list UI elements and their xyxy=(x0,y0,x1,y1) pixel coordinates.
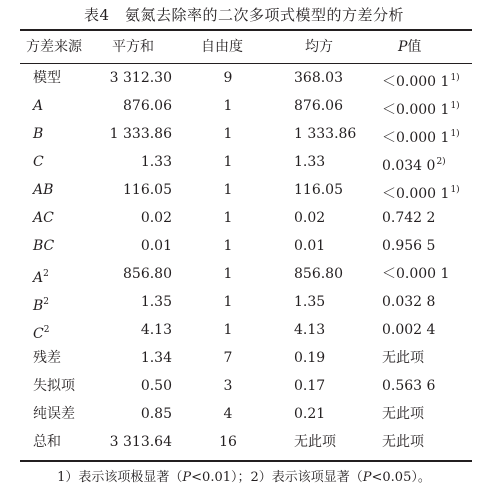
footnote-marker: 1) xyxy=(450,129,460,139)
footnote-part2: <0.01）；2）表示该项显著（ xyxy=(191,470,363,485)
cell-mean-square: 1.35 xyxy=(294,294,326,310)
cell-mean-square: 856.80 xyxy=(294,266,343,282)
table-row xyxy=(0,204,488,232)
footnote-marker: 1) xyxy=(450,185,460,195)
cell-mean-square: 0.01 xyxy=(294,238,326,254)
table-row xyxy=(0,92,488,120)
p-value-text: 0.956 5 xyxy=(382,238,436,254)
source-label: B xyxy=(33,298,44,314)
table-header-row xyxy=(0,32,488,60)
cell-degrees-of-freedom: 1 xyxy=(223,126,233,142)
cell-sum-of-squares: 3 313.64 xyxy=(109,434,172,450)
cell-p-value xyxy=(382,204,435,232)
cell-sum-of-squares: 0.01 xyxy=(140,238,172,254)
header-degrees-of-freedom: 自由度 xyxy=(201,39,243,55)
source-exponent: 2 xyxy=(43,325,50,335)
p-value-text: ＜0.000 1 xyxy=(382,186,450,202)
cell-source xyxy=(33,204,54,232)
table-row xyxy=(0,148,488,176)
table-row xyxy=(0,372,488,400)
source-exponent: 2 xyxy=(43,297,50,307)
p-value-text: 0.742 2 xyxy=(382,210,436,226)
cell-p-value xyxy=(382,232,435,260)
cell-source xyxy=(33,148,44,176)
source-label: C xyxy=(33,326,44,342)
header-sum-of-squares: 平方和 xyxy=(112,39,154,55)
p-value-text: ＜0.000 1 xyxy=(382,74,450,90)
cell-source xyxy=(33,344,61,372)
top-rule xyxy=(20,29,472,31)
cell-p-value xyxy=(382,288,435,316)
header-p-value xyxy=(398,32,421,62)
table-row xyxy=(0,288,488,316)
p-value-text: ＜0.000 1 xyxy=(382,130,450,146)
table-row xyxy=(0,260,488,288)
p-value-text: 0.563 6 xyxy=(382,378,436,394)
header-mean-square: 均方 xyxy=(305,39,333,55)
header-p-letter: P xyxy=(398,39,408,55)
table-row xyxy=(0,428,488,456)
source-label: A xyxy=(33,98,44,114)
cell-p-value xyxy=(382,344,424,372)
source-label: 模型 xyxy=(33,70,61,86)
source-label: 残差 xyxy=(33,350,61,366)
table-row xyxy=(0,316,488,344)
cell-sum-of-squares: 1.33 xyxy=(140,154,172,170)
cell-sum-of-squares: 116.05 xyxy=(123,182,172,198)
table-row xyxy=(0,232,488,260)
cell-p-value xyxy=(382,400,424,428)
cell-mean-square: 4.13 xyxy=(294,322,326,338)
footnote-marker: 2) xyxy=(436,157,446,167)
source-label: C xyxy=(33,154,44,170)
p-value-text: 无此项 xyxy=(382,350,424,366)
cell-p-value xyxy=(382,428,424,456)
source-label: AB xyxy=(33,182,54,198)
cell-source xyxy=(33,400,75,428)
source-label: 纯误差 xyxy=(33,406,75,422)
table-row xyxy=(0,120,488,148)
p-value-text: 无此项 xyxy=(382,434,424,450)
cell-degrees-of-freedom: 3 xyxy=(223,378,233,394)
p-value-text: ＜0.000 1 xyxy=(382,266,450,282)
cell-mean-square: 1.33 xyxy=(294,154,326,170)
cell-sum-of-squares: 856.80 xyxy=(123,266,172,282)
cell-degrees-of-freedom: 9 xyxy=(223,70,233,86)
cell-sum-of-squares: 4.13 xyxy=(140,322,172,338)
cell-degrees-of-freedom: 1 xyxy=(223,294,233,310)
source-label: AC xyxy=(33,210,54,226)
table-title: 表4 氨氮去除率的二次多项式模型的方差分析 xyxy=(83,6,405,24)
source-label: A xyxy=(33,270,44,286)
cell-mean-square: 1 333.86 xyxy=(294,126,357,142)
cell-mean-square: 0.21 xyxy=(294,406,326,422)
cell-degrees-of-freedom: 16 xyxy=(219,434,237,450)
cell-source xyxy=(33,120,43,148)
header-p-suffix: 值 xyxy=(407,39,422,55)
cell-mean-square: 0.17 xyxy=(294,378,326,394)
cell-degrees-of-freedom: 7 xyxy=(223,350,233,366)
cell-sum-of-squares: 0.85 xyxy=(140,406,172,422)
cell-degrees-of-freedom: 1 xyxy=(223,154,233,170)
cell-sum-of-squares: 3 312.30 xyxy=(109,70,172,86)
cell-source xyxy=(33,372,75,400)
cell-degrees-of-freedom: 1 xyxy=(223,182,233,198)
table-footnote xyxy=(0,466,488,485)
cell-degrees-of-freedom: 1 xyxy=(223,266,233,282)
cell-mean-square: 0.02 xyxy=(294,210,326,226)
table-row xyxy=(0,64,488,92)
cell-source xyxy=(33,176,53,204)
cell-sum-of-squares: 1 333.86 xyxy=(109,126,172,142)
source-exponent: 2 xyxy=(43,269,49,279)
cell-mean-square: 368.03 xyxy=(294,70,343,86)
footnote-part3: <0.05）。 xyxy=(371,470,431,485)
source-label: B xyxy=(33,126,44,142)
cell-p-value xyxy=(382,260,449,288)
cell-degrees-of-freedom: 1 xyxy=(223,322,233,338)
cell-mean-square: 0.19 xyxy=(294,350,326,366)
cell-degrees-of-freedom: 1 xyxy=(223,210,233,226)
cell-sum-of-squares: 0.50 xyxy=(140,378,172,394)
footnote-marker: 1) xyxy=(450,73,460,83)
footnote-p1: P xyxy=(182,470,192,485)
cell-degrees-of-freedom: 1 xyxy=(223,98,233,114)
table-row xyxy=(0,344,488,372)
cell-source xyxy=(33,64,61,92)
source-label: 总和 xyxy=(33,434,61,450)
footnote-part1: 1）表示该项极显著（ xyxy=(57,470,183,485)
cell-source xyxy=(33,92,43,120)
header-source: 方差来源 xyxy=(26,39,82,55)
cell-mean-square: 无此项 xyxy=(294,434,336,450)
cell-source xyxy=(33,232,54,260)
table-row xyxy=(0,176,488,204)
table-row xyxy=(0,400,488,428)
bottom-rule xyxy=(20,460,472,462)
cell-mean-square: 876.06 xyxy=(294,98,343,114)
footnote-p2: P xyxy=(362,470,372,485)
source-label: BC xyxy=(33,238,55,254)
cell-p-value xyxy=(382,316,435,344)
cell-source xyxy=(33,428,61,456)
p-value-text: 0.032 8 xyxy=(382,294,436,310)
p-value-text: 0.034 0 xyxy=(382,158,436,174)
cell-degrees-of-freedom: 4 xyxy=(223,406,233,422)
cell-sum-of-squares: 1.35 xyxy=(140,294,172,310)
p-value-text: 0.002 4 xyxy=(382,322,436,338)
source-label: 失拟项 xyxy=(33,378,75,394)
footnote-marker: 1) xyxy=(450,101,460,111)
p-value-text: ＜0.000 1 xyxy=(382,102,450,118)
p-value-text: 无此项 xyxy=(382,406,424,422)
cell-mean-square: 116.05 xyxy=(294,182,343,198)
cell-sum-of-squares: 0.02 xyxy=(140,210,172,226)
cell-sum-of-squares: 1.34 xyxy=(140,350,172,366)
cell-sum-of-squares: 876.06 xyxy=(123,98,172,114)
cell-p-value xyxy=(382,372,435,400)
cell-degrees-of-freedom: 1 xyxy=(223,238,233,254)
